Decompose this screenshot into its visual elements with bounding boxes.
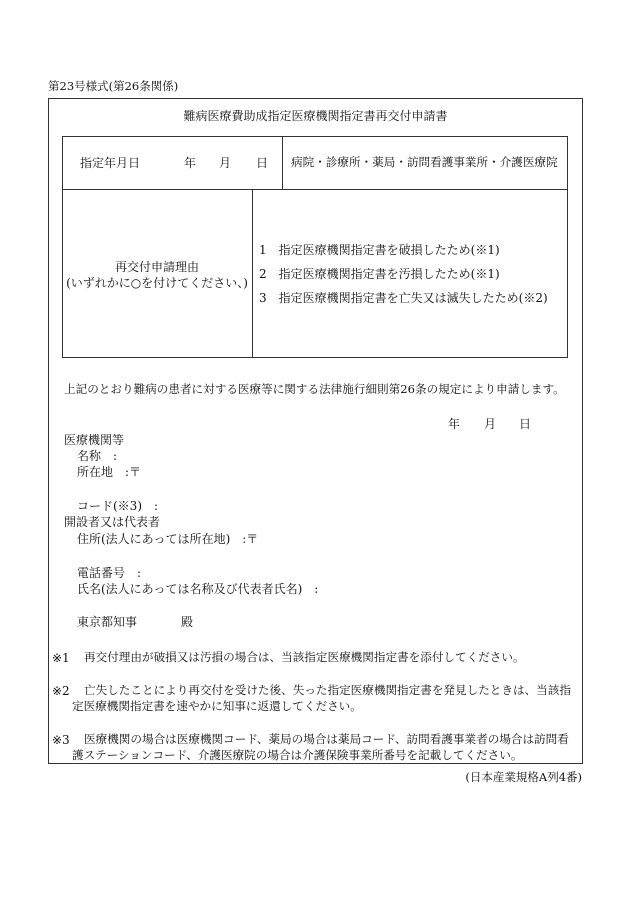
reason-text: 指定医療機関指定書を亡失又は滅失したため(※2) [278, 291, 548, 305]
note-mark: ※1 [52, 651, 70, 665]
founder-heading: 開設者又は代表者 [64, 515, 161, 529]
note-text: 再交付理由が破損又は汚損の場合は、当該指定医療機関指定書を添付してください。 [84, 650, 525, 664]
table-col-divider-top [282, 136, 283, 189]
founder-phone-label: 電話番号 : [77, 566, 142, 580]
institution-code-label: コード(※3) : [77, 499, 159, 513]
designation-date-day: 日 [256, 156, 269, 170]
reason-label: 再交付申請理由 [114, 260, 199, 274]
designation-date-year: 年 [184, 156, 197, 170]
table-row-divider [62, 189, 568, 190]
reason-text: 指定医療機関指定書を汚損したため(※1) [278, 267, 500, 281]
note-text: 医療機関の場合は医療機関コード、薬局の場合は薬局コード、訪問看護事業者の場合は訪問看 [84, 732, 569, 746]
institution-address-label: 所在地 :〒 [77, 465, 142, 479]
form-title: 難病医療費助成指定医療機関指定書再交付申請書 [183, 109, 448, 123]
note-mark: ※3 [52, 733, 70, 747]
addressee-honorific: 殿 [181, 615, 194, 629]
note-mark: ※2 [52, 684, 70, 698]
apply-date-year: 年 [448, 417, 461, 431]
founder-address-label: 住所(法人にあっては所在地) :〒 [77, 532, 259, 546]
facility-types: 病院・診療所・薬局・訪問看護事業所・介護医療院 [291, 155, 558, 169]
note-text-continued: 定医療機関指定書を速やかに知事に返還してください。 [72, 699, 362, 713]
reason-item[interactable] [259, 244, 500, 256]
reason-number: 2 [259, 267, 267, 281]
reason-instruction: (いずれかに○を付けてください、) [66, 276, 248, 290]
paper-size-note: (日本産業規格A列4番) [465, 770, 582, 784]
reason-number: 3 [259, 291, 267, 305]
institution-name-label: 名称 : [77, 449, 118, 463]
note-text-continued: 護ステーションコード、介護医療院の場合は介護保険事業所番号を記載してください。 [72, 748, 523, 762]
reason-item[interactable] [259, 268, 500, 280]
addressee-governor: 東京都知事 [77, 615, 138, 629]
reason-item[interactable] [259, 292, 548, 304]
apply-date-day: 日 [519, 417, 532, 431]
reason-text: 指定医療機関指定書を破損したため(※1) [278, 243, 500, 257]
application-statement: 上記のとおり難病の患者に対する医療等に関する法律施行細則第26条の規定により申請します。 [64, 382, 565, 396]
form-number: 第23号様式(第26条関係) [48, 79, 179, 93]
apply-date-month: 月 [484, 417, 497, 431]
designation-date-label: 指定年月日 [80, 156, 141, 170]
reason-number: 1 [259, 243, 267, 257]
table-col-divider-bottom [252, 189, 253, 358]
institution-heading: 医療機関等 [64, 433, 125, 447]
note-text: 亡失したことにより再交付を受けた後、失った指定医療機関指定書を発見したときは、当該指 [84, 683, 571, 697]
founder-name-label: 氏名(法人にあっては名称及び代表者氏名) : [77, 582, 319, 596]
designation-date-month: 月 [219, 156, 232, 170]
